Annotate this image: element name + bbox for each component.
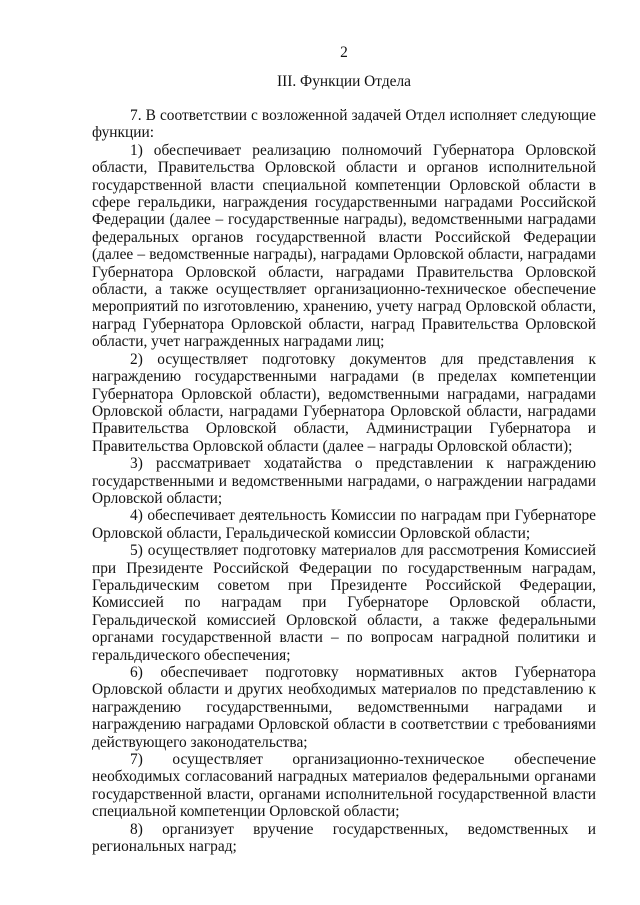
document-body (92, 107, 596, 855)
function-item-4: 4) обеспечивает деятельность Комиссии по наградам при Губернаторе Орловской области, Геральдической комиссии Орловской области; (92, 507, 596, 542)
function-item-8: 8) организует вручение государственных, ведомственных и региональных наград; (92, 820, 596, 856)
function-item-2: 2) осуществляет подготовку документов для представления к награждению государственными наградами (в пределах компетенции Губернатора Орловской области), ведомственными наградами, наградами Орловской области, наградами Губернатора Орловской области, наградами Правительства Орловской области, Администрации Губернатора и Правительства Орловской области (далее – награды Орловской области); (92, 350, 596, 455)
section-title: III. Функции Отдела (276, 73, 411, 90)
function-item-5: 5) осуществляет подготовку материалов для рассмотрения Комиссией при Президенте Российской Федерации по государственным наградам, Геральдическим советом при Президенте Российской Федерации, Комиссией по наградам при Губернаторе Орловской области, Геральдической комиссией Орловской области, а также федеральными органами государственной власти – по вопросам наградной политики и геральдического обеспечения; (92, 542, 596, 664)
function-item-3: 3) рассматривает ходатайства о представлении к награждению государственными и ведомственными наградами, о награждении наградами Орловской области; (92, 455, 596, 507)
function-item-6: 6) обеспечивает подготовку нормативных актов Губернатора Орловской области и других необходимых материалов по представлению к награждению государственными, ведомственными наградами и награждению наградами Орловской области в соответствии с требованиями действующего законодательства; (92, 664, 596, 751)
function-item-1: 1) обеспечивает реализацию полномочий Губернатора Орловской области, Правительства Орловской области и органов исполнительной государственной власти специальной компетенции Орловской области в сфере геральдики, награждения государственными наградами Российской Федерации (далее – государственные награды), ведомственными наградами федеральных органов государственной власти Российской Федерации (далее – ведомственные награды), наградами Орловской области, наградами Губернатора Орловской области, наградами Правительства Орловской области, а также осуществляет организационно-техническое обеспечение мероприятий по изготовлению, хранению, учету наград Орловской области, наград Губернатора Орловской области, наград Правительства Орловской области, учет награжденных наградами лиц; (92, 141, 596, 351)
intro-paragraph: 7. В соответствии с возложенной задачей Отдел исполняет следующие функции: (92, 107, 596, 142)
page-number: 2 (340, 44, 348, 61)
function-item-7: 7) осуществляет организационно-техническое обеспечение необходимых согласований наградных материалов федеральными органами государственной власти, органами исполнительной государственной власти специальной компетенции Орловской области; (92, 751, 596, 821)
